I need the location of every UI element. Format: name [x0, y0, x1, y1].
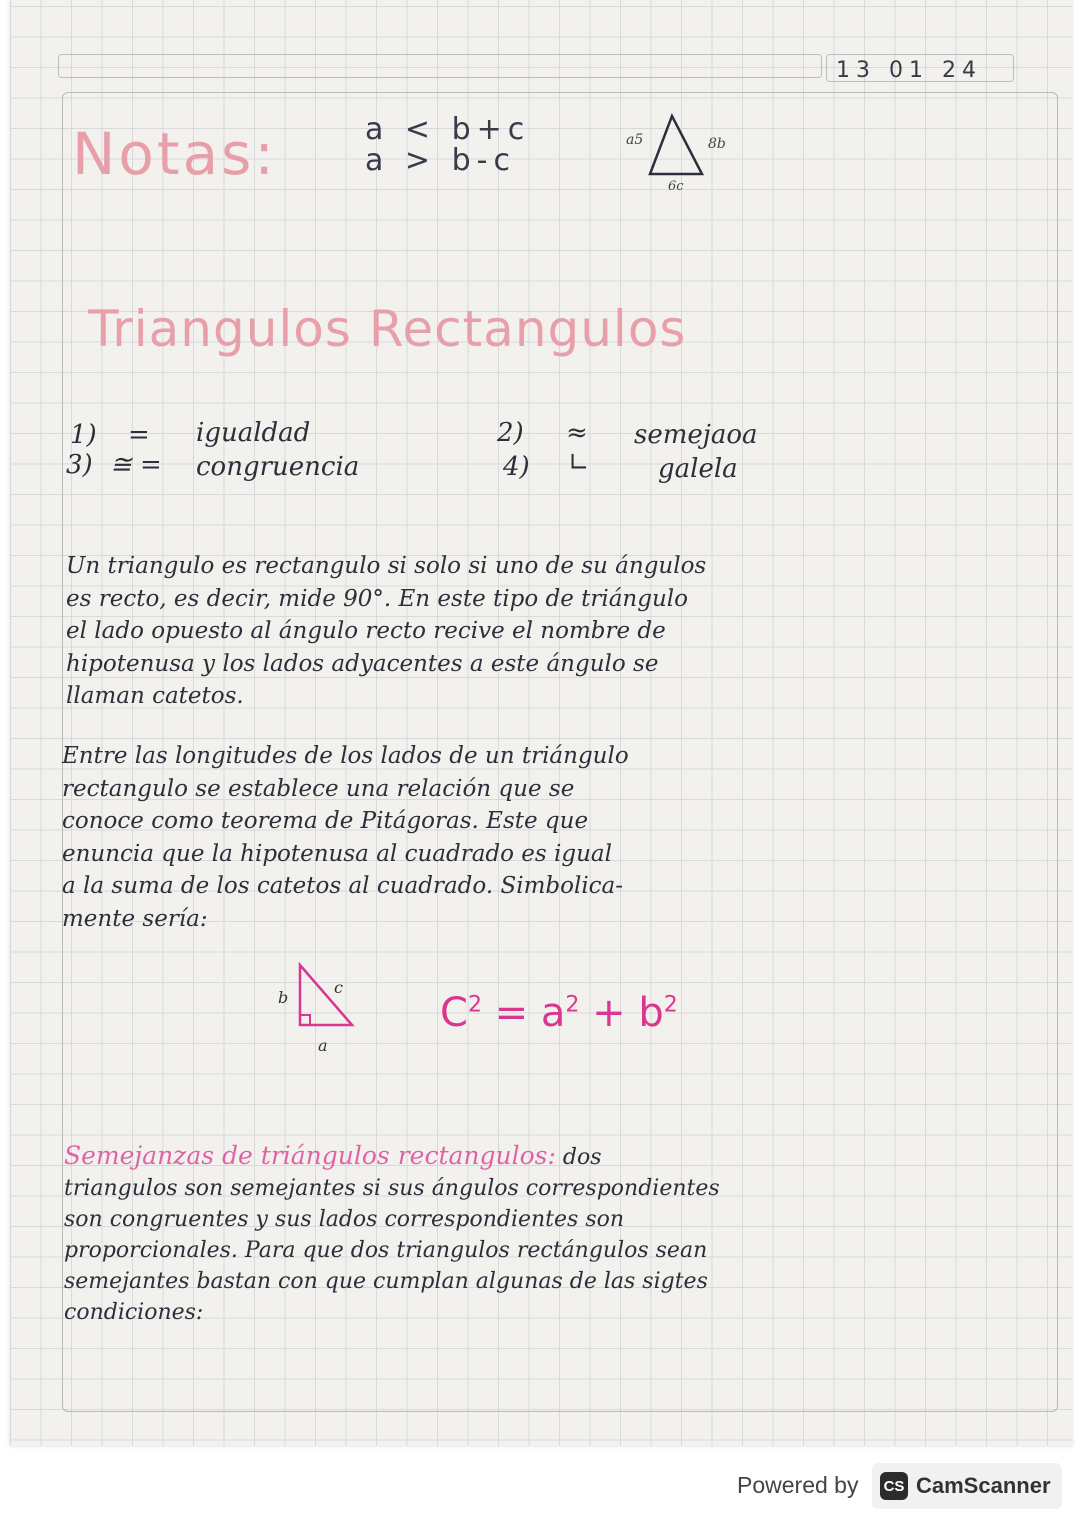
- similarity-heading: Semejanzas de triángulos rectangulos:: [64, 1141, 556, 1170]
- text-line: el lado opuesto al ángulo recto recive el nombre de: [66, 618, 666, 644]
- page-date: 13 01 24: [836, 58, 982, 83]
- symbol-2-text: semejaoa: [634, 420, 758, 450]
- symbol-3-text: congruencia: [196, 452, 360, 482]
- paragraph-similarity: [64, 1140, 720, 1328]
- symbol-1-sign: =: [128, 420, 150, 450]
- text-line: llaman catetos.: [66, 683, 244, 709]
- powered-by-text: Powered by: [737, 1472, 859, 1498]
- text-line: es recto, es decir, mide 90°. En este tipo de triángulo: [66, 585, 688, 612]
- text-line: Un triangulo es rectangulo si solo si uno de su ángulos: [66, 553, 707, 579]
- symbol-2-number: 2): [497, 418, 524, 448]
- text-line: conoce como teorema de Pitágoras. Este que: [62, 808, 589, 834]
- formula-b: b: [638, 990, 664, 1036]
- paragraph-definition: [66, 550, 706, 713]
- symbol-4-text: galela: [658, 454, 738, 484]
- text-line: a la suma de los catetos al cuadrado. Simbolica-: [62, 873, 624, 899]
- symbol-4-sign: ∟: [568, 448, 590, 478]
- paragraph-pythagoras: [62, 740, 629, 935]
- header-box: [58, 54, 822, 78]
- text-line: son congruentes y sus lados correspondientes son: [64, 1207, 625, 1232]
- inequality-1: a < b+c: [365, 112, 531, 147]
- text-line: semejantes bastan con que cumplan algunas de las sigtes: [64, 1269, 708, 1294]
- text-line: condiciones:: [64, 1300, 204, 1325]
- text-line: rectangulo se establece una relación que se: [62, 775, 575, 802]
- text-line: mente sería:: [62, 905, 208, 932]
- symbol-1-number: 1): [70, 420, 97, 450]
- section-title: Triangulos Rectangulos: [88, 300, 687, 358]
- symbol-3-sign: ≅ =: [110, 450, 162, 480]
- formula-exp: 2: [663, 992, 678, 1018]
- formula-exp: 2: [565, 992, 580, 1018]
- right-triangle-label-a: a: [318, 1036, 328, 1055]
- text-line: Entre las longitudes de los lados de un triángulo: [62, 743, 629, 769]
- text-line: proporcionales. Para que dos triangulos rectángulos sean: [64, 1238, 708, 1263]
- symbol-3-number: 3): [66, 450, 93, 480]
- inequality-2: a > b-c: [365, 143, 516, 178]
- formula-a: a: [540, 990, 566, 1036]
- symbol-2-sign: ≈: [566, 418, 588, 448]
- camscanner-badge-icon: CS: [880, 1472, 908, 1500]
- text-line: hipotenusa y los lados adyacentes a este ángulo se: [66, 650, 659, 677]
- right-triangle-diagram: [270, 955, 380, 1060]
- text-line: triangulos son semejantes si sus ángulos correspondientes: [64, 1176, 720, 1201]
- right-triangle-label-c: c: [334, 978, 343, 997]
- pythagoras-formula: $C^2 = a^2 + b^2$: [440, 990, 678, 1036]
- text-line: enuncia que la hipotenusa al cuadrado es igual: [62, 840, 612, 867]
- formula-c: C: [440, 990, 468, 1036]
- notas-title: Notas:: [72, 120, 277, 188]
- formula-exp: 2: [467, 992, 482, 1018]
- triangle-label-bottom: 6c: [668, 179, 684, 194]
- triangle-diagram: [620, 108, 790, 198]
- triangle-label-right: 8b: [708, 136, 726, 152]
- triangle-label-left: a5: [626, 132, 644, 148]
- camscanner-logo: [872, 1463, 1062, 1509]
- camscanner-brand: CamScanner: [916, 1473, 1051, 1498]
- similarity-heading-rest: dos: [562, 1145, 602, 1170]
- symbol-4-number: 4): [503, 452, 530, 482]
- symbol-1-text: igualdad: [196, 418, 311, 448]
- right-triangle-label-b: b: [278, 988, 289, 1007]
